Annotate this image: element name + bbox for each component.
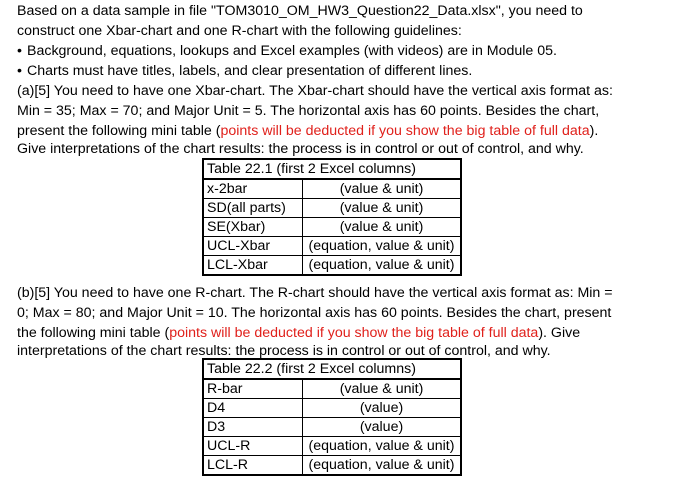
part-a-text-end: ). bbox=[589, 123, 599, 139]
table-caption: Table 22.2 (first 2 Excel columns) bbox=[203, 359, 461, 379]
row-label: R-bar bbox=[203, 379, 303, 399]
row-label: LCL-Xbar bbox=[203, 256, 303, 276]
intro-line-2: construct one Xbar-chart and one R-chart with the following guidelines: bbox=[17, 23, 462, 39]
bullet-item-1 bbox=[17, 41, 557, 61]
deduction-warning: points will be deducted if you show the big table of full data bbox=[220, 123, 590, 139]
row-value: (value) bbox=[303, 399, 462, 418]
part-b-text-end: ). Give bbox=[538, 325, 581, 341]
row-label: D4 bbox=[203, 399, 303, 418]
table-row bbox=[203, 418, 461, 437]
table-row bbox=[203, 456, 461, 476]
table-row bbox=[203, 379, 461, 399]
table-row bbox=[203, 179, 461, 199]
row-label: UCL-R bbox=[203, 437, 303, 456]
table-row bbox=[203, 399, 461, 418]
part-b-line-2: 0; Max = 80; and Major Unit = 10. The horizontal axis has 60 points. Besides the chart, present bbox=[17, 305, 612, 321]
bullet-icon: • bbox=[17, 63, 22, 79]
deduction-warning: points will be deducted if you show the big table of full data bbox=[169, 325, 539, 341]
row-label: UCL-Xbar bbox=[203, 237, 303, 256]
row-value: (value & unit) bbox=[303, 379, 462, 399]
bullet-text: Background, equations, lookups and Excel examples (with videos) are in Module 05. bbox=[27, 43, 557, 59]
row-value: (value & unit) bbox=[303, 199, 462, 218]
row-value: (value & unit) bbox=[303, 218, 462, 237]
mini-table-22-1 bbox=[202, 158, 462, 276]
row-label: x-2bar bbox=[203, 179, 303, 199]
row-value: (value & unit) bbox=[303, 179, 462, 199]
row-value: (equation, value & unit) bbox=[303, 256, 462, 276]
part-b-line-3 bbox=[17, 323, 580, 343]
row-label: SE(Xbar) bbox=[203, 218, 303, 237]
table-row bbox=[203, 199, 461, 218]
part-a-text: present the following mini table ( bbox=[17, 123, 221, 139]
part-a-line-4: Give interpretations of the chart results: the process is in control or out of control, and why. bbox=[17, 141, 584, 157]
part-a-line-1: (a)[5] You need to have one Xbar-chart. The Xbar-chart should have the vertical axis format as: bbox=[17, 83, 613, 99]
part-b-line-4: interpretations of the chart results: the process is in control or out of control, and why. bbox=[17, 343, 551, 359]
table-caption: Table 22.1 (first 2 Excel columns) bbox=[203, 159, 461, 179]
row-label: SD(all parts) bbox=[203, 199, 303, 218]
row-value: (equation, value & unit) bbox=[303, 437, 462, 456]
table-row bbox=[203, 437, 461, 456]
bullet-text: Charts must have titles, labels, and clear presentation of different lines. bbox=[27, 63, 473, 79]
row-label: D3 bbox=[203, 418, 303, 437]
mini-table-22-2 bbox=[202, 358, 462, 476]
bullet-item-2 bbox=[17, 61, 472, 81]
row-value: (equation, value & unit) bbox=[303, 456, 462, 476]
row-value: (equation, value & unit) bbox=[303, 237, 462, 256]
row-value: (value) bbox=[303, 418, 462, 437]
part-a-line-2: Min = 35; Max = 70; and Major Unit = 5. The horizontal axis has 60 points. Besides the chart, bbox=[17, 103, 600, 119]
row-label: LCL-R bbox=[203, 456, 303, 476]
part-b-line-1: (b)[5] You need to have one R-chart. The R-chart should have the vertical axis format as: Min = bbox=[17, 285, 613, 301]
part-b-text: the following mini table ( bbox=[17, 325, 170, 341]
bullet-icon: • bbox=[17, 43, 22, 59]
part-a-line-3 bbox=[17, 121, 598, 141]
intro-line-1: Based on a data sample in file "TOM3010_OM_HW3_Question22_Data.xlsx", you need to bbox=[17, 3, 583, 19]
table-row bbox=[203, 256, 461, 276]
table-row bbox=[203, 237, 461, 256]
table-row bbox=[203, 218, 461, 237]
